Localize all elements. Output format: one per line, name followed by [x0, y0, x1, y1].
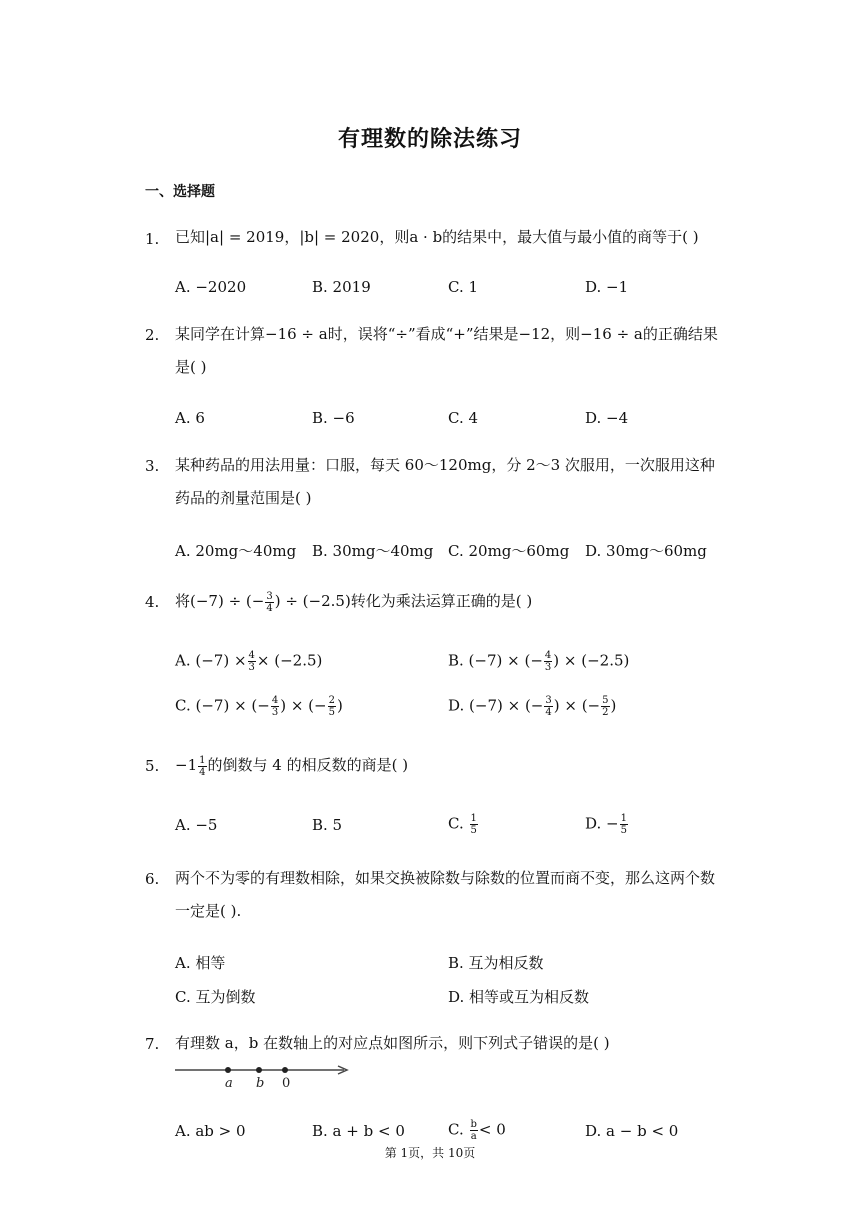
option-c[interactable]: C. $\frac{1}{5}$	[448, 813, 477, 836]
option-a[interactable]: A. (−7) × $\frac{4}{3}$ × (−2.5)	[175, 650, 323, 673]
fraction: $\frac{1}{5}$	[470, 813, 477, 836]
page-footer: 第 1页，共 10页	[384, 1146, 476, 1160]
option-a[interactable]: A. −5	[175, 816, 218, 834]
option-b[interactable]: B. (−7) × (− $\frac{4}{3}$ ) × (−2.5)	[448, 650, 630, 673]
fraction: $\frac{3}{4}$	[266, 590, 273, 614]
fraction: $\frac{b}{a}$	[470, 1119, 477, 1142]
option-d[interactable]: D. 30mg～60mg	[585, 542, 707, 560]
fraction: $\frac{4}{3}$	[248, 650, 255, 673]
label-zero: 0	[282, 1076, 291, 1091]
question-number: 6.	[145, 870, 160, 888]
question-number: 3.	[145, 457, 160, 475]
option-d[interactable]: D. (−7) × (− $\frac{3}{4}$ ) × (− $\frac{5}{2}$ )	[448, 695, 617, 718]
option-a[interactable]: A. −2020	[175, 278, 247, 296]
option-a[interactable]: A. 20mg～40mg	[175, 542, 297, 560]
question-text	[175, 590, 532, 614]
point-a	[225, 1067, 231, 1073]
option-c[interactable]: C. (−7) × (− $\frac{4}{3}$ ) × (− $\frac{2}{5}$ )	[175, 695, 343, 718]
question-text: 已知|a| = 2019，|b| = 2020，则a · b的结果中，最大值与最小值的商等于( )	[175, 228, 699, 246]
option-d[interactable]: D. − $\frac{1}{5}$	[585, 813, 627, 836]
option-a[interactable]: A. ab > 0	[175, 1122, 246, 1140]
text-part: ) ÷ (−2.5)转化为乘法运算正确的是( )	[274, 592, 533, 610]
question-text: 某同学在计算−16 ÷ a时，误将“÷”看成“+”结果是−12，则−16 ÷ a的正确结果是( )	[175, 325, 718, 376]
document-title: 有理数的除法练习	[337, 127, 522, 152]
label-a: a	[225, 1076, 233, 1091]
option-b[interactable]: B. −6	[312, 409, 355, 427]
fraction: $\frac{5}{2}$	[602, 695, 609, 718]
point-zero	[282, 1067, 288, 1073]
option-c[interactable]: C. 20mg～60mg	[448, 542, 570, 560]
fraction: $\frac{1}{5}$	[620, 813, 627, 836]
question-text: −1 $\frac{1}{4}$ 的倒数与 4 的相反数的商是( )	[175, 754, 409, 778]
point-b	[256, 1067, 262, 1073]
option-c[interactable]: C. 1	[448, 278, 479, 296]
option-d[interactable]: D. 相等或互为相反数	[448, 988, 590, 1006]
question-number: 5.	[145, 757, 160, 775]
option-c[interactable]: C. $\frac{b}{a}$ < 0	[448, 1119, 506, 1142]
number-line-figure	[172, 1062, 354, 1092]
option-d[interactable]: D. a − b < 0	[585, 1122, 679, 1140]
option-d[interactable]: D. −1	[585, 278, 629, 296]
option-a[interactable]: A. 6	[175, 409, 205, 427]
fraction: $\frac{4}{3}$	[544, 650, 552, 673]
fraction: $\frac{1}{4}$	[199, 754, 206, 778]
option-c[interactable]: C. 4	[448, 409, 479, 427]
question-number: 2.	[145, 326, 160, 344]
option-b[interactable]: B. 5	[312, 816, 343, 834]
question-number: 7.	[145, 1035, 160, 1053]
question-text: 某种药品的用法用量：口服，每天 60～120mg，分 2～3 次服用，一次服用这种药品的剂量范围是( )	[175, 456, 715, 507]
fraction: $\frac{2}{5}$	[328, 695, 335, 718]
question-text: 有理数 a，b 在数轴上的对应点如图所示，则下列式子错误的是( )	[175, 1034, 610, 1052]
option-b[interactable]: B. 互为相反数	[448, 954, 544, 972]
question-number: 1.	[145, 230, 160, 248]
option-b[interactable]: B. 30mg～40mg	[312, 542, 434, 560]
text-part: 将(−7) ÷ (−	[175, 592, 265, 610]
label-b: b	[256, 1076, 265, 1091]
question-text: 两个不为零的有理数相除，如果交换被除数与除数的位置而商不变，那么这两个数一定是( ).	[175, 869, 716, 920]
option-a[interactable]: A. 相等	[175, 954, 226, 972]
option-d[interactable]: D. −4	[585, 409, 629, 427]
question-number: 4.	[145, 593, 160, 611]
option-b[interactable]: B. 2019	[312, 278, 371, 296]
option-c[interactable]: C. 互为倒数	[175, 988, 256, 1006]
fraction: $\frac{3}{4}$	[545, 695, 552, 718]
option-b[interactable]: B. a + b < 0	[312, 1122, 405, 1140]
section-heading: 一、选择题	[145, 184, 215, 200]
fraction: $\frac{4}{3}$	[271, 695, 279, 718]
